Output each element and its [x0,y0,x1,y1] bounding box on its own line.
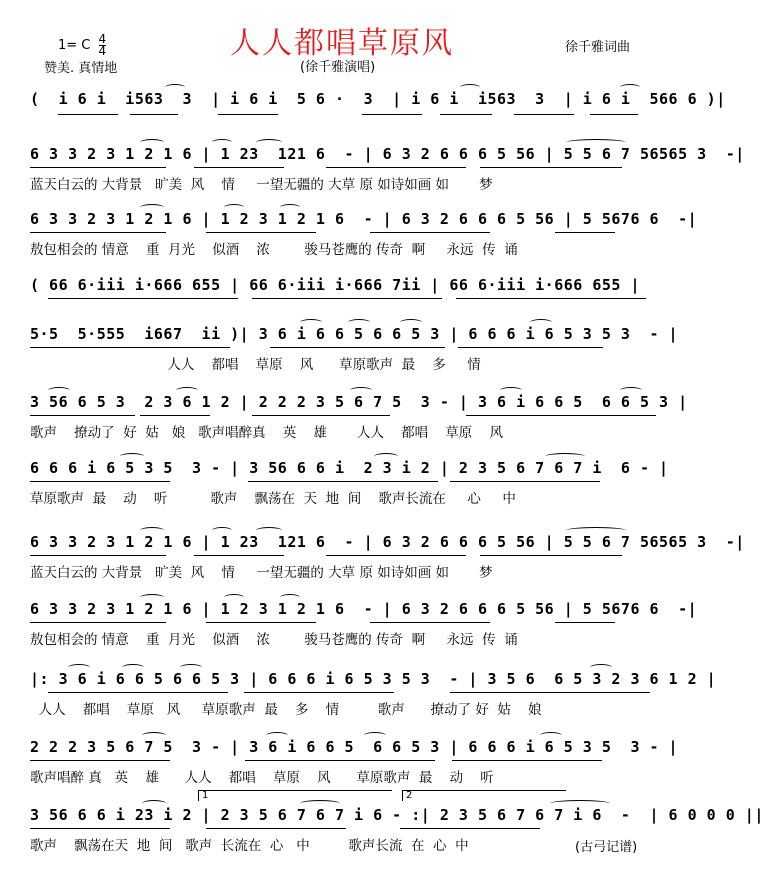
beam-underline [140,415,210,416]
beam-underline [326,555,466,556]
beam-underline [30,481,170,482]
time-signature [99,34,107,57]
time-signature-top: 4 [98,32,107,46]
beam-underline [206,622,316,623]
beam-underline [30,415,135,416]
beam-underline [456,298,646,299]
lyrics-line: 蓝天白云的 大背景 旷美 风 情 一望无疆的 大草 原 如诗如画 如 梦 [30,565,493,581]
key-label: 1= C [58,38,91,53]
beam-underline [590,114,638,115]
notation-line: 6 3 3 2 3 1 2 1 6 | 1 23 121 6 - | 6 3 2 6 6 6 5 56 | 5 5 6 7 56565 3 -| [30,145,745,163]
slur-arc [224,594,244,601]
notation-line: ( i 6 i i563 3 | i 6 i 5 6 · 3 | i 6 i i563 3 | i 6 i 566 6 )| [30,90,726,108]
volta-first-ending: 1 [198,790,392,801]
notation-line: 6 6 6 i 6 5 3 5 3 - | 3 56 6 6 i 2 3 i 2 | 2 3 5 6 7 6 7 i 6 - | [30,459,669,477]
slur-arc [620,84,640,91]
beam-underline [48,298,238,299]
slur-arc [620,387,642,394]
lyrics-line: 敖包相会的 情意 重 月光 似酒 浓 骏马苍鹰的 传奇 啊 永远 传 诵 [30,242,518,258]
beam-underline [58,114,118,115]
slur-arc [48,387,70,394]
slur-arc [300,319,322,326]
slur-arc [140,204,164,211]
beam-underline [555,232,615,233]
beam-underline [194,555,284,556]
slur-arc [364,732,386,739]
beam-underline [450,692,650,693]
slur-arc [212,139,232,146]
slur-arc [140,527,164,534]
beam-underline [244,692,394,693]
slur-arc [180,664,202,671]
time-signature-bottom: 4 [98,44,107,58]
notation-line: |: 3 6 i 6 6 5 6 6 5 3 | 6 6 6 i 6 5 3 5 3 - | 3 5 6 6 5 3 2 3 6 1 2 | [30,670,717,688]
beam-underline [452,760,602,761]
notation-line: 2 2 2 3 5 6 7 5 3 - | 3 6 i 6 6 5 6 6 5 3 | 6 6 6 i 6 5 3 5 3 - | [30,738,679,756]
notation-line: ( 66 6·iii i·666 655 | 66 6·iii i·666 7ii | 66 6·iii i·666 655 | [30,276,640,294]
slur-arc [400,319,422,326]
beam-underline [245,760,435,761]
beam-underline [450,481,600,482]
lyrics-line: 歌声 撩动了 好 姑 娘 歌声唱醉真 英 雄 人人 都唱 草原 风 [30,425,503,441]
notation-line: 3 56 6 6 i 23 i 2 | 2 3 5 6 7 6 7 i 6 - :| 2 3 5 6 7 6 7 i 6 - | 6 0 0 0 || [30,806,764,824]
transcriber-credit: (古弓记谱) [575,840,638,855]
slur-arc [590,664,612,671]
lyrics-line: 歌声 飘荡在天 地 间 歌声 长流在 心 中 歌声长流 在 心 中 [30,838,469,854]
beam-underline [362,114,422,115]
slur-arc [348,319,370,326]
beam-underline [466,415,656,416]
lyrics-line: 草原歌声 最 动 听 歌声 飘荡在 天 地 间 歌声长流在 心 中 [30,491,516,507]
slur-arc [212,527,232,534]
slur-arc [350,387,372,394]
beam-underline [130,114,178,115]
slur-arc [224,204,244,211]
beam-underline [252,298,442,299]
lyrics-line: 敖包相会的 情意 重 月光 似酒 浓 骏马苍鹰的 传奇 啊 永远 传 诵 [30,632,518,648]
slur-arc [280,204,300,211]
slur-arc [140,139,164,146]
lyrics-line: 人人 都唱 草原 风 草原歌声 最 多 情 歌声 撩动了 好 姑 娘 [30,702,542,718]
beam-underline [30,347,230,348]
beam-underline [30,232,166,233]
slur-arc [500,387,522,394]
notation-line: 6 3 3 2 3 1 2 1 6 | 1 2 3 1 2 1 6 - | 6 3 2 6 6 6 5 56 | 5 5676 6 -| [30,210,698,228]
slur-arc [140,594,164,601]
slur-arc [566,527,626,534]
beam-underline [480,555,622,556]
slur-arc [256,139,282,146]
beam-underline [555,622,615,623]
beam-underline [30,828,170,829]
slur-arc [176,387,198,394]
performance-mood: 赞美. 真情地 [44,61,118,76]
beam-underline [370,622,490,623]
lyrics-line: 蓝天白云的 大背景 旷美 风 情 一望无疆的 大草 原 如诗如画 如 梦 [30,177,493,193]
beam-underline [206,828,346,829]
beam-underline [252,415,390,416]
slur-arc [68,664,90,671]
beam-underline [248,481,438,482]
beam-underline [30,167,166,168]
song-title: 人人都唱草原风 [230,26,454,61]
beam-underline [30,555,166,556]
beam-underline [30,760,170,761]
slur-arc [142,800,166,807]
notation-line: 6 3 3 2 3 1 2 1 6 | 1 2 3 1 2 1 6 - | 6 3 2 6 6 6 5 56 | 5 5676 6 -| [30,600,698,618]
beam-underline [206,232,316,233]
notation-line: 6 3 3 2 3 1 2 1 6 | 1 23 121 6 - | 6 3 2 6 6 6 5 56 | 5 5 6 7 56565 3 -| [30,533,745,551]
slur-arc [256,527,282,534]
slur-arc [540,732,562,739]
slur-arc [266,732,288,739]
lyrics-line: 人人 都唱 草原 风 草原歌声 最 多 情 [30,357,481,373]
beam-underline [270,347,445,348]
beam-underline [326,167,466,168]
lyrics-line: 歌声唱醉 真 英 雄 人人 都唱 草原 风 草原歌声 最 动 听 [30,770,494,786]
slur-arc [280,594,300,601]
key-signature [58,34,106,57]
volta-second-ending: 2 [402,790,566,801]
slur-arc [122,664,144,671]
notation-line: 3 56 6 5 3 2 3 6 1 2 | 2 2 2 3 5 6 7 5 3 - | 3 6 i 6 6 5 6 6 5 3 | [30,393,688,411]
slur-arc [550,800,610,807]
slur-arc [460,84,480,91]
beam-underline [48,692,228,693]
beam-underline [514,114,574,115]
singer-credit: (徐千雅演唱) [300,60,376,75]
slur-arc [142,732,166,739]
slur-arc [165,84,185,91]
slur-arc [374,453,398,460]
slur-arc [300,800,340,807]
beam-underline [370,232,490,233]
slur-arc [566,139,626,146]
beam-underline [194,167,284,168]
composer-credit: 徐千雅词曲 [565,40,631,55]
slur-arc [120,453,144,460]
beam-underline [400,828,540,829]
beam-underline [440,114,492,115]
slur-arc [530,319,552,326]
beam-underline [218,114,278,115]
beam-underline [30,622,166,623]
beam-underline [480,167,622,168]
beam-underline [458,347,603,348]
slur-arc [545,453,585,460]
notation-line: 5·5 5·555 i667 ii )| 3 6 i 6 6 5 6 6 5 3 | 6 6 6 i 6 5 3 5 3 - | [30,325,679,343]
